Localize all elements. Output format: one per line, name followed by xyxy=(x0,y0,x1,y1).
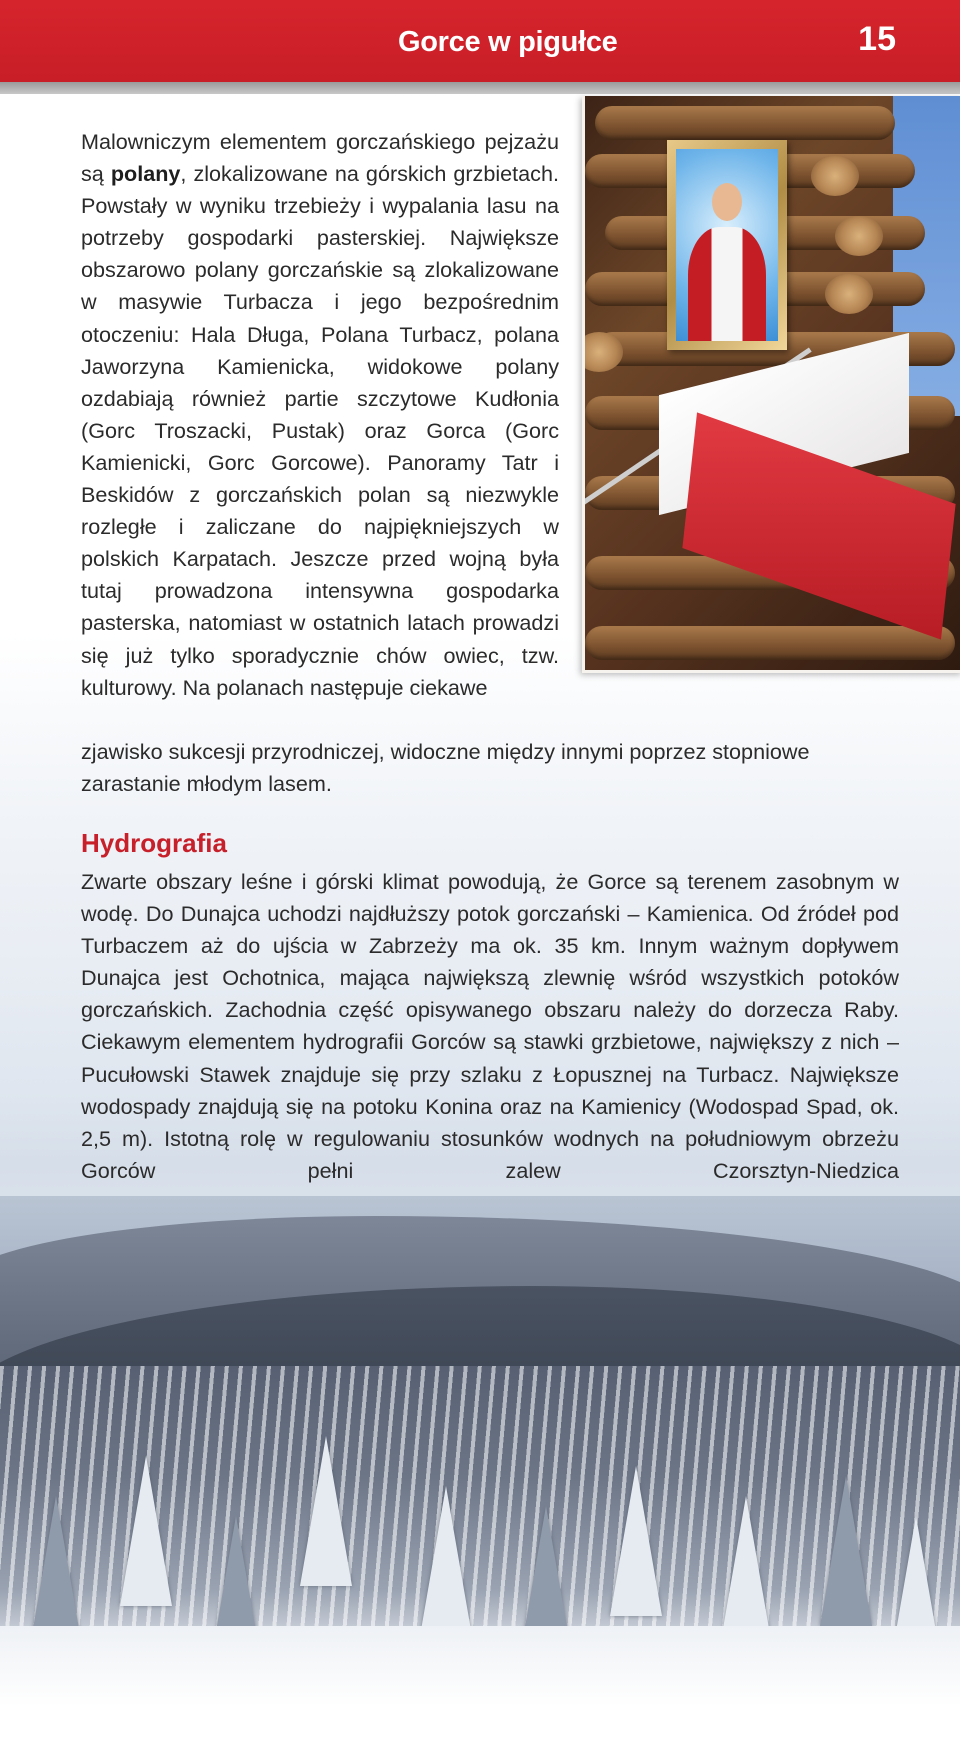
hydrografia-paragraph: Zwarte obszary leśne i górski klimat powodują, że Gorce są terenem zasobnym w wodę. Do Dunajca uchodzi najdłuższy potok gorczański – Kamienica. Od źródeł pod Turbaczem aż do ujścia w Zabrzeży ma ok. 35 km. Innym ważnym dopływem Dunajca jest Ochotnica, mająca największą zlewnię wśród wszystkich potoków gorczańskich. Zachodnia część opisywanego obszaru należy do dorzecza Raby. Ciekawym elementem hydrografii Gorców są stawki grzbietowe, największy z nich – Pucułowski Stawek znajduje się przy szlaku z Łopusznej na Turbacz. Największe wodospady znajdują się na potoku Konina oraz na Kamienicy (Wodospad Spad, ok. 2,5 m). Istotną rolę w regulowaniu stosunków wodnych na południowym obrzeżu Gorców pełni zalew Czorsztyn-Niedzica xyxy=(81,869,899,1183)
log xyxy=(585,626,955,660)
section-heading: Hydrografia xyxy=(81,828,227,858)
snow-foreground xyxy=(0,1626,960,1760)
portrait-robe xyxy=(688,227,766,341)
polany-paragraph xyxy=(81,126,559,704)
chapter-title: Gorce w pigułce xyxy=(398,26,618,58)
log-end xyxy=(811,156,859,196)
paragraph-text: Malowniczym elementem gorczańskiego pejzażu są xyxy=(81,129,559,187)
log xyxy=(595,106,895,140)
log-end xyxy=(825,274,873,314)
spruce-tree xyxy=(420,1486,472,1636)
paragraph-text: , zlokalizowane na górskich grzbietach. Powstały w wyniku trzebieży i wypalania lasu na potrzeby gospodarki pasterskiej. Największe obszarowo polany gorczańskie są zlokalizowane w masywie Turbacza i jego bezpośrednim otoczeniu: Hala Długa, Polana Turbacz, polana Jaworzyna Kamienicka, widokowe polany ozdabiają również partie szczytowe Kudłonia (Gorc Troszacki, Pustak) oraz Gorca (Gorc Kamienicki, Gorc Gorcowe). Panoramy Tatr i Beskidów z gorczańskich polan są niezwykle rozległe i zaliczane do najpiękniejszych w polskich Karpatach. Jeszcze przed wojną była tutaj prowadzona intensywna gospodarka pasterska, natomiast w ostatnich latach prowadzi się już tylko sporadycznie chów owiec, tzw. kulturowy. Na polanach następuje ciekawe xyxy=(81,161,559,700)
spruce-tree xyxy=(300,1436,352,1586)
polany-paragraph-continuation: zjawisko sukcesji przyrodniczej, widoczne między innymi poprzez stopniowe zarastanie młodym lasem. xyxy=(81,739,810,797)
page-number: 15 xyxy=(858,20,896,58)
bold-term: polany xyxy=(110,161,181,187)
framed-portrait xyxy=(667,140,787,350)
spruce-tree xyxy=(820,1476,872,1626)
winter-forest-landscape xyxy=(0,1196,960,1760)
spruce-tree xyxy=(120,1456,172,1606)
log-end xyxy=(582,332,623,372)
spruce-tree xyxy=(720,1496,772,1646)
portrait-face xyxy=(712,183,742,221)
page-header xyxy=(0,0,960,82)
cabin-flag-photo xyxy=(582,96,960,673)
header-divider xyxy=(0,82,960,94)
log-end xyxy=(835,216,883,256)
spruce-tree xyxy=(610,1466,662,1616)
spruce-tree xyxy=(30,1496,82,1646)
